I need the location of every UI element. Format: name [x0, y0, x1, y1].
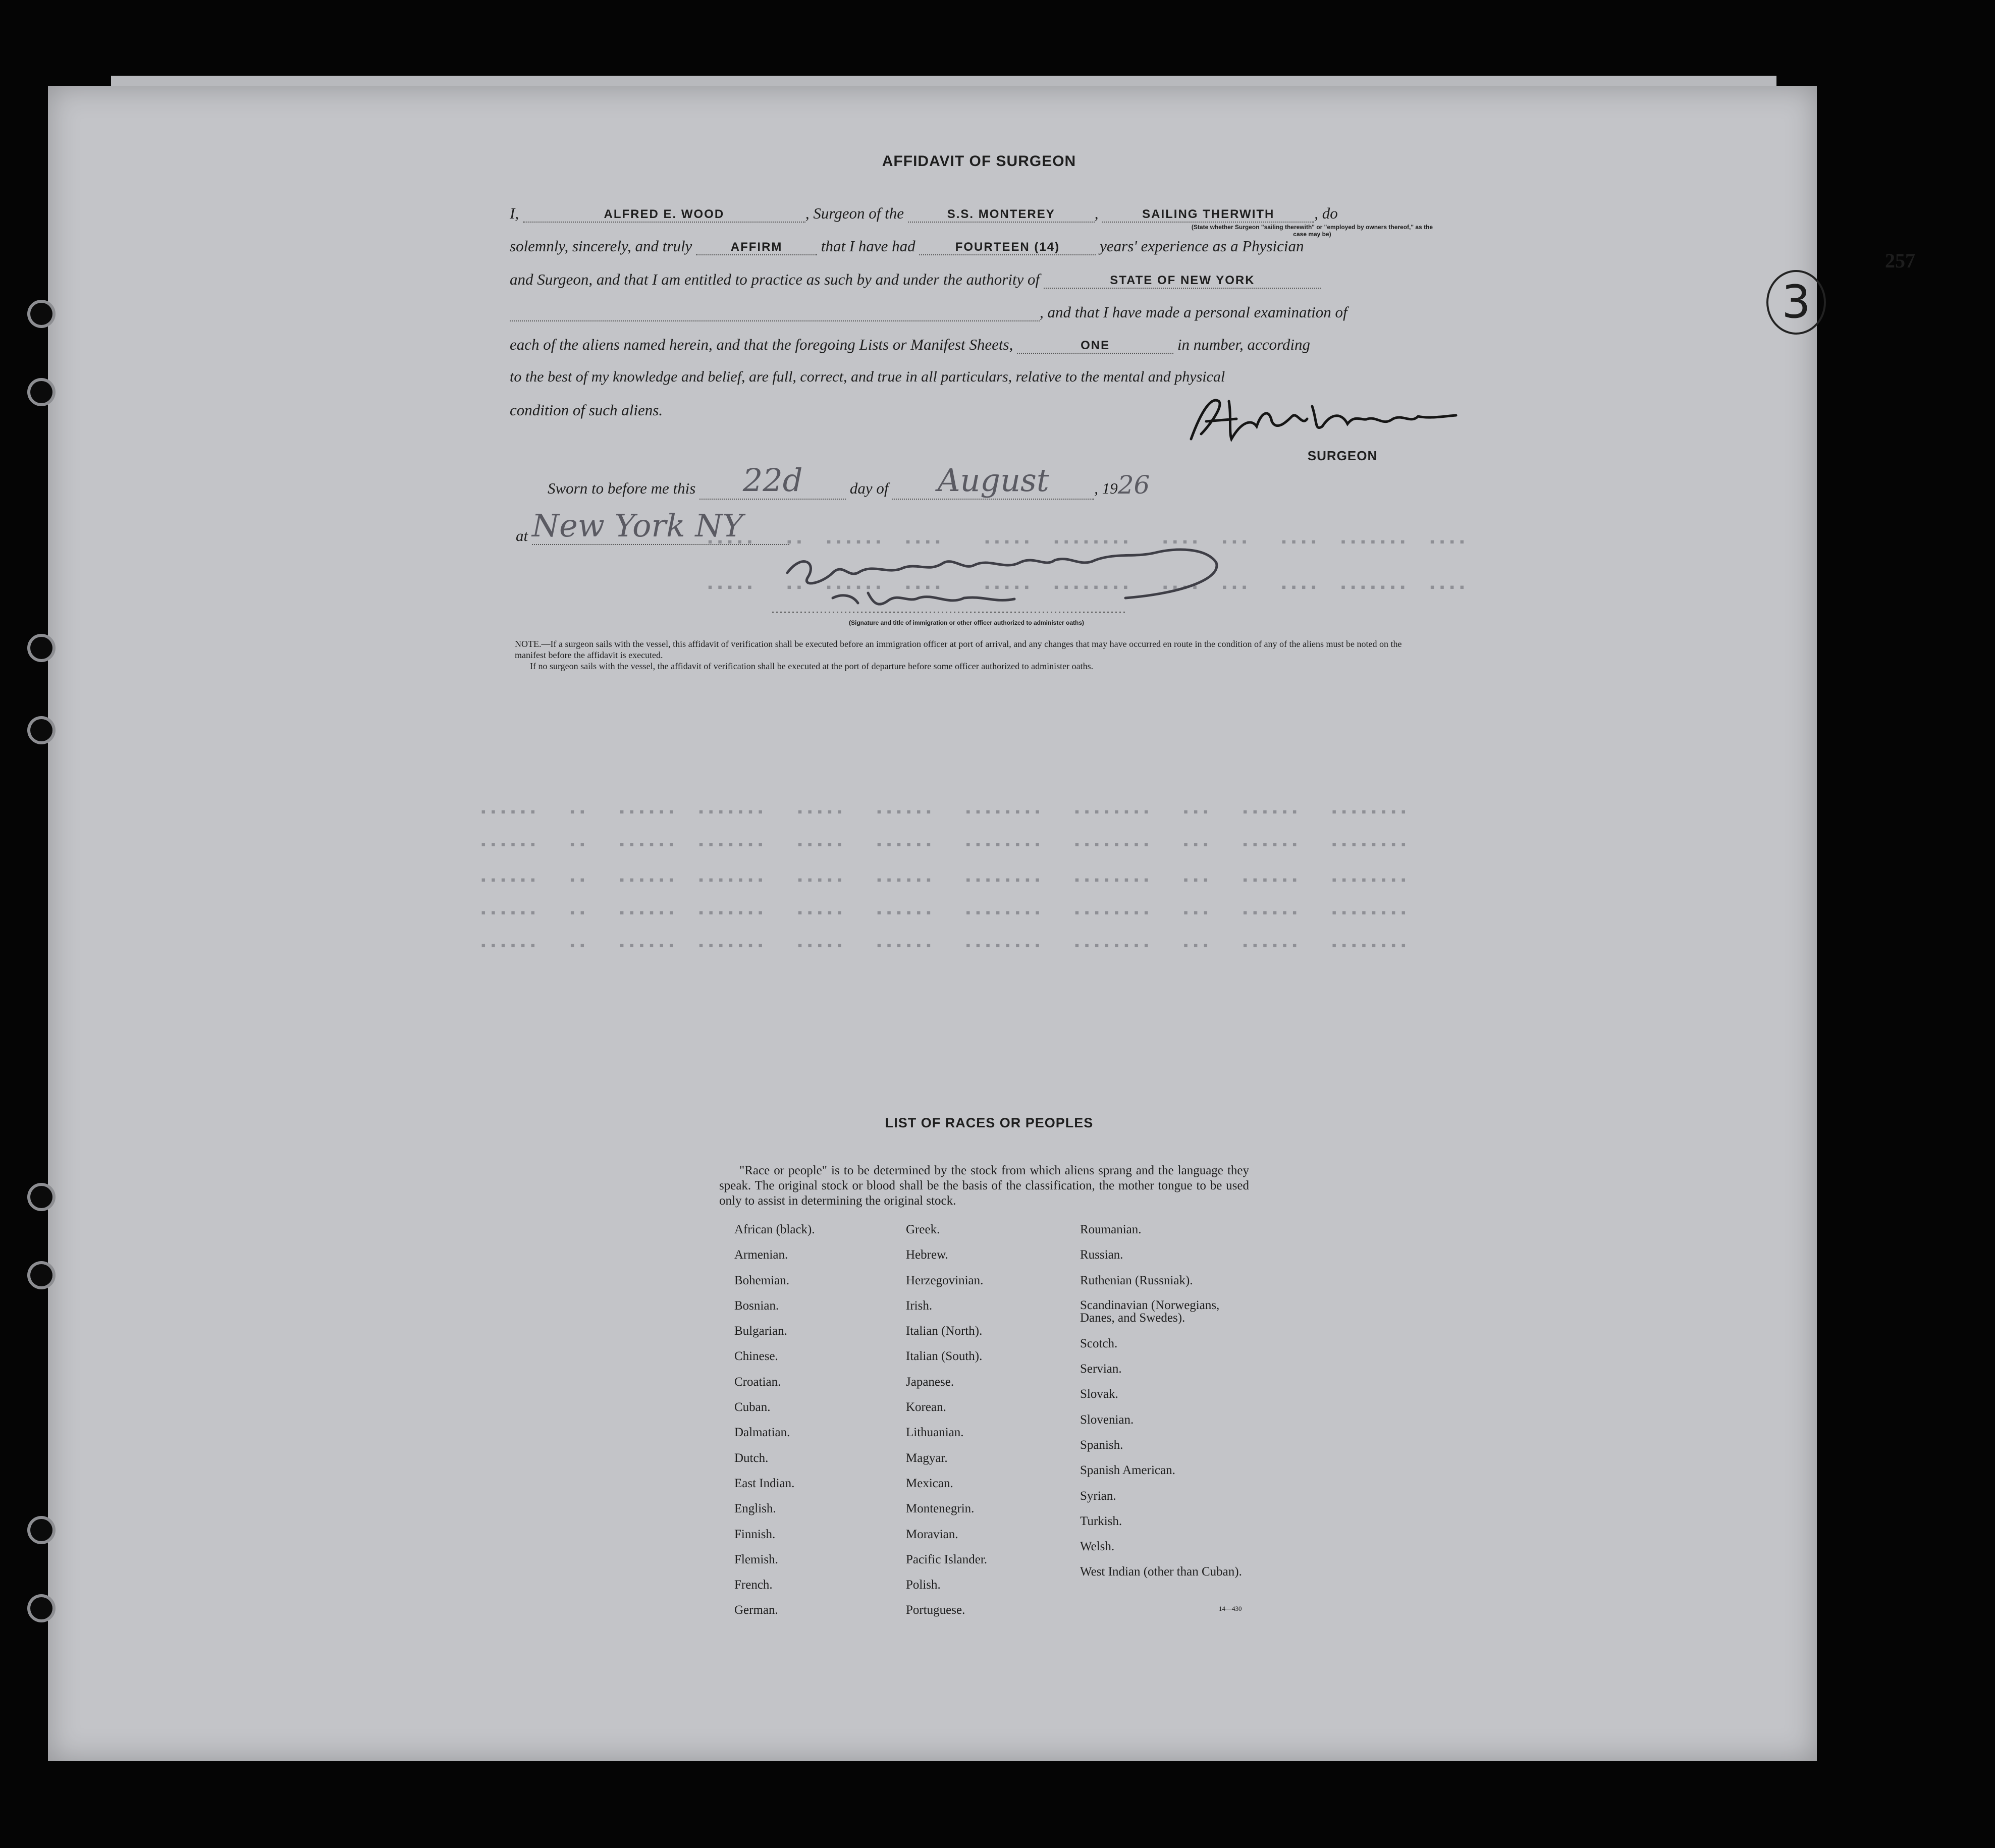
- race-item: Flemish.: [734, 1552, 778, 1566]
- punch-hole: [30, 719, 52, 741]
- punch-hole: [30, 381, 52, 403]
- sworn-at-line: at New York NY: [516, 507, 1454, 545]
- race-item: Syrian.: [1080, 1489, 1116, 1503]
- race-item: Lithuanian.: [906, 1426, 964, 1440]
- race-item: Bulgarian.: [734, 1324, 787, 1338]
- race-item: Finnish.: [734, 1527, 776, 1541]
- surgeon-status-note: (State whether Surgeon "sailing therewith" or "employed by owners thereof," as the case may be): [1191, 224, 1433, 238]
- sworn-day-field: 22d: [699, 462, 846, 500]
- affidavit-line-3: and Surgeon, and that I am entitled to practice as such by and under the authority of STATE OF NEW YORK: [510, 270, 1448, 289]
- bleed-through-text: ▪▪▪▪▪▪ ▪▪ ▪▪▪▪▪▪ ▪▪▪▪▪▪▪ ▪▪▪▪▪ ▪▪▪▪▪▪ ▪▪▪▪▪▪▪▪ ▪▪▪▪▪▪▪▪ ▪▪▪ ▪▪▪▪▪▪ ▪▪▪▪▪▪▪▪: [479, 939, 1410, 954]
- years-experience-field: FOURTEEN (14): [919, 240, 1096, 255]
- races-column-1: [734, 1223, 815, 1629]
- race-item: African (black).: [734, 1223, 815, 1236]
- affidavit-note: [515, 638, 1433, 672]
- race-item: Russian.: [1080, 1248, 1123, 1262]
- race-item: Roumanian.: [1080, 1223, 1142, 1236]
- sworn-line: Sworn to before me this 22d day of August , 1926: [548, 462, 1150, 500]
- punch-hole: [30, 303, 52, 325]
- affidavit-title: AFFIDAVIT OF SURGEON: [882, 153, 1076, 170]
- race-item: Servian.: [1080, 1362, 1122, 1376]
- race-item: Polish.: [906, 1578, 941, 1592]
- authority-field: STATE OF NEW YORK: [1044, 274, 1321, 289]
- race-item: Ruthenian (Russniak).: [1080, 1273, 1193, 1287]
- affidavit-line-7: condition of such aliens.: [510, 401, 663, 419]
- race-item: Cuban.: [734, 1400, 771, 1415]
- race-item: Italian (South).: [906, 1349, 983, 1364]
- race-item: Korean.: [906, 1400, 946, 1415]
- affidavit-line-6: to the best of my knowledge and belief, are full, correct, and true in all particulars, relative to the mental and physical: [510, 368, 1225, 385]
- race-item: Portuguese.: [906, 1603, 965, 1617]
- authority-continued-field: [510, 320, 1040, 321]
- race-item: Slovak.: [1080, 1387, 1118, 1401]
- race-item: Armenian.: [734, 1248, 788, 1262]
- sworn-month-field: August: [892, 462, 1094, 500]
- race-item: Hebrew.: [906, 1248, 948, 1262]
- race-item: Magyar.: [906, 1451, 948, 1465]
- race-item: Spanish.: [1080, 1438, 1123, 1452]
- race-item: Japanese.: [906, 1375, 954, 1389]
- affidavit-line-2: solemnly, sincerely, and truly AFFIRM that I have had FOURTEEN (14) years' experience as a Physician: [510, 237, 1304, 255]
- punch-hole: [30, 1186, 52, 1208]
- races-intro: "Race or people" is to be determined by the stock from which aliens sprang and the language they speak. The original stock or blood shall be the basis of the classification, the mother tongue to be used only to assist in determining the original stock.: [719, 1164, 1249, 1208]
- vessel-name-field: S.S. MONTEREY: [908, 207, 1095, 223]
- sworn-place-field: New York NY: [532, 507, 789, 545]
- race-item: Herzegovinian.: [906, 1273, 984, 1287]
- race-item: French.: [734, 1578, 773, 1592]
- race-item: Dalmatian.: [734, 1426, 790, 1440]
- punch-hole: [30, 637, 52, 659]
- race-item: Italian (North).: [906, 1324, 983, 1338]
- race-item: Irish.: [906, 1298, 933, 1313]
- affidavit-line-5: each of the aliens named herein, and that the foregoing Lists or Manifest Sheets, ONE in number, according: [510, 336, 1311, 353]
- punch-hole: [30, 1519, 52, 1541]
- race-item: Moravian.: [906, 1527, 958, 1541]
- sworn-year-field: 26: [1117, 470, 1150, 500]
- race-item: West Indian (other than Cuban).: [1080, 1564, 1242, 1579]
- bleed-through-text: ▪▪▪▪▪▪ ▪▪ ▪▪▪▪▪▪ ▪▪▪▪▪▪▪ ▪▪▪▪▪ ▪▪▪▪▪▪ ▪▪▪▪▪▪▪▪ ▪▪▪▪▪▪▪▪ ▪▪▪ ▪▪▪▪▪▪ ▪▪▪▪▪▪▪▪: [479, 838, 1410, 853]
- affidavit-line-4: , and that I have made a personal examination of: [510, 303, 1448, 321]
- bleed-through-text: ▪▪▪▪▪▪ ▪▪ ▪▪▪▪▪▪ ▪▪▪▪▪▪▪ ▪▪▪▪▪ ▪▪▪▪▪▪ ▪▪▪▪▪▪▪▪ ▪▪▪▪▪▪▪▪ ▪▪▪ ▪▪▪▪▪▪ ▪▪▪▪▪▪▪▪: [479, 906, 1410, 921]
- race-item: Scotch.: [1080, 1336, 1118, 1350]
- form-number: 14—430: [1219, 1605, 1242, 1612]
- surgeon-status-field: SAILING THERWITH: [1102, 207, 1314, 223]
- race-item: Spanish American.: [1080, 1463, 1175, 1478]
- officer-signature: [772, 532, 1236, 618]
- bleed-through-text: ▪▪▪▪▪ ▪▪ ▪▪▪▪▪▪ ▪▪▪▪ ▪▪▪▪▪ ▪▪▪▪▪▪▪▪ ▪▪▪▪ ▪▪▪ ▪▪▪▪ ▪▪▪▪▪▪▪ ▪▪▪▪: [686, 580, 1468, 595]
- bleed-through-text: ▪▪▪▪▪▪ ▪▪ ▪▪▪▪▪▪ ▪▪▪▪▪▪▪ ▪▪▪▪▪ ▪▪▪▪▪▪ ▪▪▪▪▪▪▪▪ ▪▪▪▪▪▪▪▪ ▪▪▪ ▪▪▪▪▪▪ ▪▪▪▪▪▪▪▪: [479, 805, 1410, 820]
- bleed-through-text: ▪▪▪▪▪▪ ▪▪ ▪▪▪▪▪▪ ▪▪▪▪▪▪▪ ▪▪▪▪▪ ▪▪▪▪▪▪ ▪▪▪▪▪▪▪▪ ▪▪▪▪▪▪▪▪ ▪▪▪ ▪▪▪▪▪▪ ▪▪▪▪▪▪▪▪: [479, 873, 1410, 888]
- race-item: Bosnian.: [734, 1298, 779, 1313]
- race-item: Welsh.: [1080, 1540, 1115, 1554]
- page-number: 257: [1885, 249, 1915, 272]
- race-item: Turkish.: [1080, 1514, 1122, 1528]
- race-item: English.: [734, 1502, 776, 1516]
- punch-hole: [30, 1597, 52, 1619]
- race-item: German.: [734, 1603, 778, 1617]
- punch-hole: [30, 1264, 52, 1286]
- bleed-through-text: ▪▪▪▪▪ ▪▪ ▪▪▪▪▪▪ ▪▪▪▪ ▪▪▪▪▪ ▪▪▪▪▪▪▪▪ ▪▪▪▪ ▪▪▪ ▪▪▪▪ ▪▪▪▪▪▪▪ ▪▪▪▪: [686, 535, 1468, 550]
- race-item: Dutch.: [734, 1451, 769, 1465]
- note-surgeon-sails: NOTE.—If a surgeon sails with the vessel, this affidavit of verification shall be executed before an immigration officer at port of arrival, and any changes that may have occurred en route in the condition of any of the aliens must be noted on the manifest before the affidavit is executed.: [515, 639, 1402, 660]
- note-no-surgeon: If no surgeon sails with the vessel, the affidavit of verification shall be executed at the port of departure before some officer authorized to administer oaths.: [530, 661, 1094, 671]
- circled-sheet-number: 3: [1766, 270, 1826, 335]
- race-item: Greek.: [906, 1223, 940, 1236]
- affidavit-line-1: I, ALFRED E. WOOD , Surgeon of the S.S. MONTEREY , SAILING THERWITH , do: [510, 204, 1338, 222]
- officer-signature-caption: (Signature and title of immigration or other officer authorized to administer oaths): [848, 619, 1085, 626]
- oath-type-field: AFFIRM: [696, 240, 817, 255]
- surgeon-label: SURGEON: [1307, 448, 1378, 463]
- race-item: Scandinavian (Norwegians, Danes, and Swedes).: [1080, 1298, 1220, 1325]
- race-item: Pacific Islander.: [906, 1552, 988, 1566]
- race-item: Chinese.: [734, 1349, 778, 1364]
- race-item: Bohemian.: [734, 1273, 790, 1287]
- races-column-3: [1080, 1223, 1252, 1603]
- race-item: Slovenian.: [1080, 1412, 1134, 1427]
- surgeon-name-field: ALFRED E. WOOD: [523, 207, 805, 223]
- races-column-2: [906, 1223, 987, 1629]
- surgeon-signature: [1181, 391, 1464, 447]
- race-item: Montenegrin.: [906, 1502, 975, 1516]
- manifest-sheets-field: ONE: [1017, 339, 1173, 354]
- race-item: East Indian.: [734, 1476, 795, 1490]
- races-title: LIST OF RACES OR PEOPLES: [885, 1115, 1094, 1130]
- race-item: Croatian.: [734, 1375, 781, 1389]
- race-item: Mexican.: [906, 1476, 953, 1490]
